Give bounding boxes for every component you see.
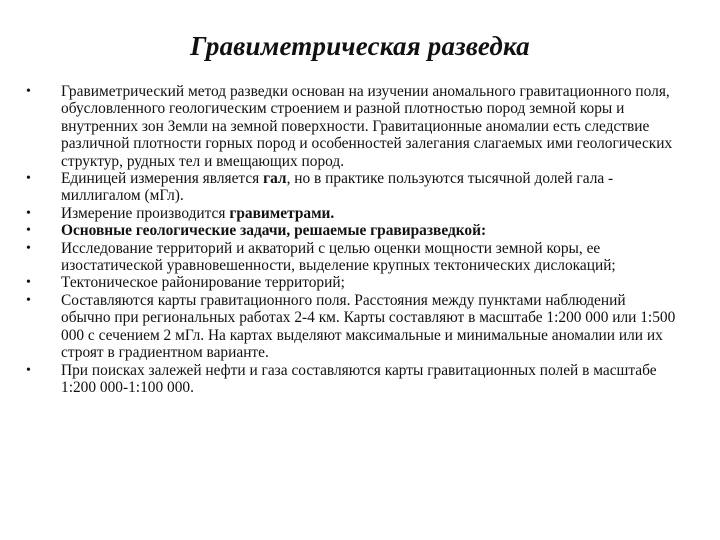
bullet-icon: •: [26, 84, 31, 99]
bullet-text: Исследование территорий и акваторий с целью оценки мощности земной коры, ее изостатической уравновешенности, выделение крупных тектонических дислокаций;: [61, 239, 616, 275]
bullet-text-end: , но в практике пользуются тысячной долей гала - миллигалом (мГл).: [61, 170, 614, 205]
bullet-text: Тектоническое районирование территорий;: [61, 274, 345, 292]
bullet-text-start: Измерение производится: [61, 204, 230, 222]
list-item: [26, 274, 676, 291]
bullet-text: При поисках залежей нефти и газа составляются карты гравитационных полей в масштабе 1:200 000-1:100 000.: [61, 361, 657, 396]
list-item: [26, 170, 676, 205]
bullet-text: Гравиметрический метод разведки основан на изучении аномального гравитационного поля, обусловленного геологическим строением и разной плотностью пород земной коры и внутренних зон Земли на земной поверхности. Гравитационные аномалии есть следствие различной плотности горных пород и особенностей залегания слагаемых ими геологических структур, рудных тел и вмещающих пород.: [61, 83, 673, 170]
list-item: [26, 362, 676, 397]
bullet-icon: •: [26, 205, 31, 221]
list-item: [26, 205, 676, 222]
list-item: [26, 240, 676, 275]
bullet-text-bold: гравиметрами.: [229, 204, 335, 222]
list-item: [26, 83, 676, 170]
bullet-icon: •: [26, 275, 31, 291]
bullet-text-start: Единицей измерения является: [61, 170, 264, 188]
slide-title: Гравиметрическая разведка: [190, 31, 530, 61]
bullet-text-bold: Основные геологические задачи, решаемые гравиразведкой:: [61, 222, 487, 240]
bullet-list: [26, 83, 676, 396]
list-item: [26, 292, 676, 362]
bullet-text-bold: гал: [263, 170, 287, 188]
bullet-icon: •: [26, 171, 31, 187]
list-item: [26, 222, 676, 239]
bullet-icon: •: [26, 292, 31, 308]
bullet-icon: •: [26, 223, 31, 239]
bullet-text: Составляются карты гравитационного поля. Расстояния между пунктами наблюдений обычно при региональных работах 2-4 км. Карты составляют в масштабе 1:200 000 или 1:500 000 с сечением 2 мГл. На картах выделяют максимальные и минимальные аномалии или их строят в градиентном варианте.: [61, 291, 676, 362]
bullet-icon: •: [26, 240, 31, 256]
bullet-icon: •: [26, 362, 31, 378]
